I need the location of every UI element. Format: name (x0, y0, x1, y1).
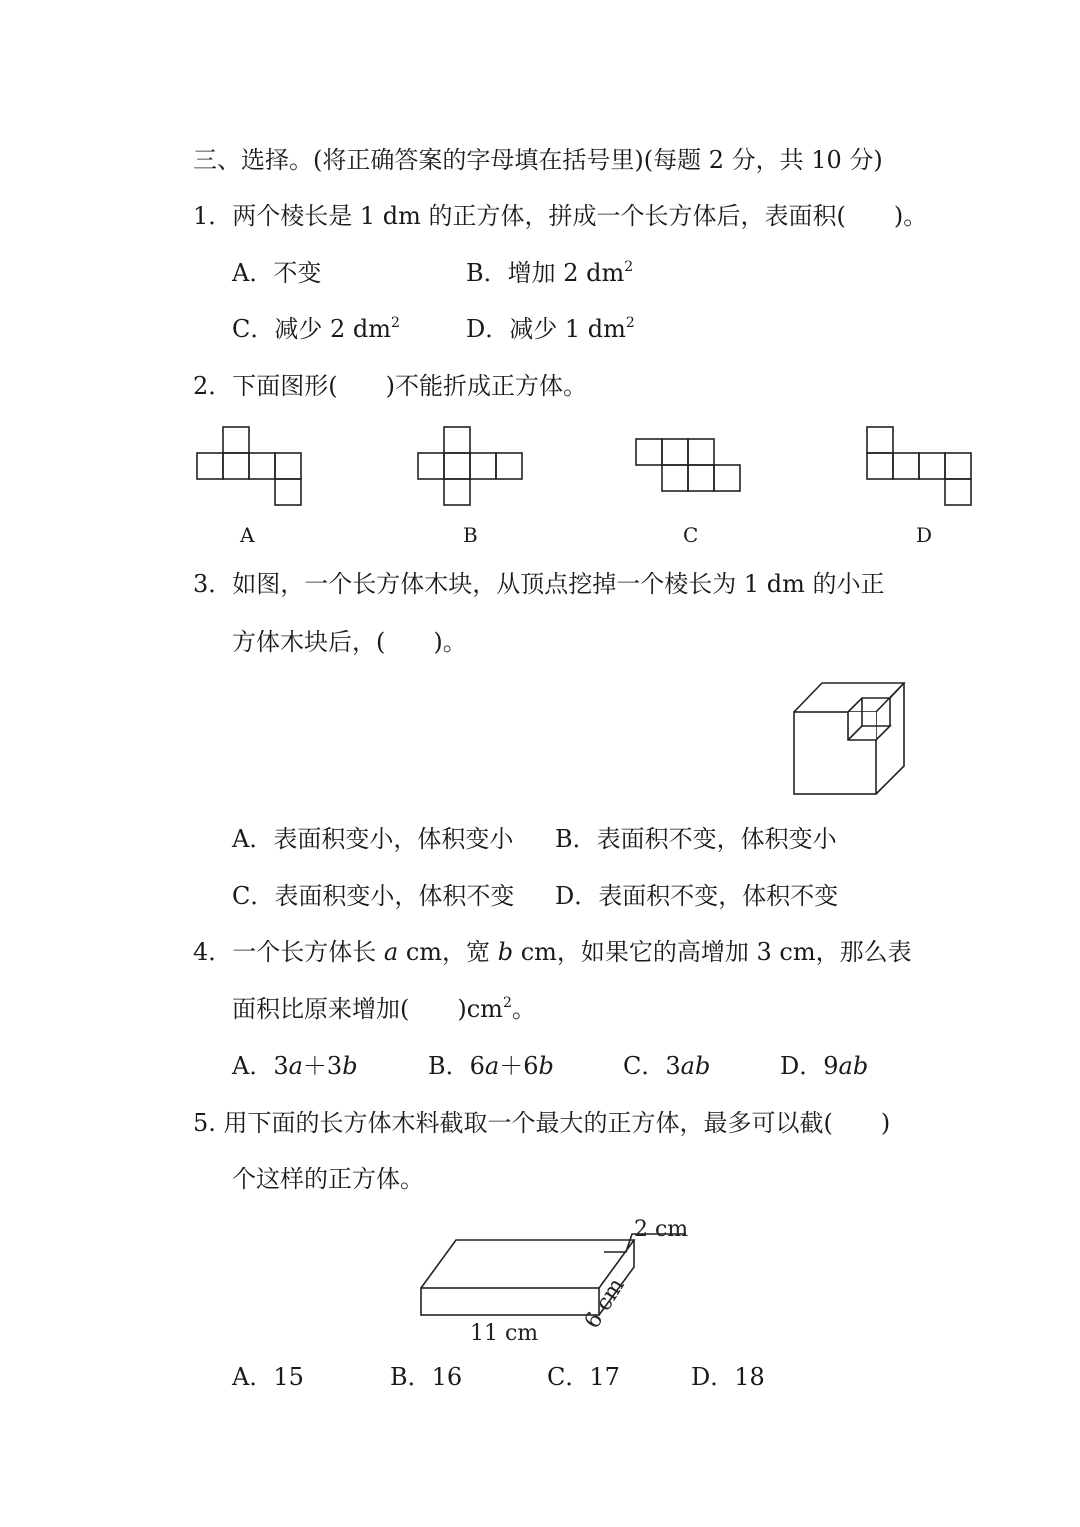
net-d-figure (866, 426, 976, 508)
net-d-label[interactable]: D (916, 523, 933, 547)
question-3-stem-line1: 3．如图，一个长方体木块，从顶点挖掉一个棱长为 1 dm 的小正 (193, 570, 885, 598)
q5-option-d[interactable]: D．18 (691, 1363, 765, 1391)
q4-option-b[interactable]: B．6a＋6b (428, 1052, 554, 1080)
length-dim-label: 11 cm (470, 1321, 539, 1346)
q5-option-b[interactable]: B．16 (390, 1363, 463, 1391)
question-5-stem-line2: 个这样的正方体。 (232, 1165, 424, 1193)
q1-option-a[interactable]: A．不变 (232, 259, 322, 287)
q3-option-b[interactable]: B．表面积不变，体积变小 (555, 825, 837, 853)
question-4-stem-line1: 4．一个长方体长 a cm，宽 b cm，如果它的高增加 3 cm，那么表 (193, 938, 912, 966)
q1-option-b[interactable]: B．增加 2 $dm^2$ (466, 259, 634, 287)
net-b-figure (417, 426, 527, 508)
q4-option-c[interactable]: C．3ab (623, 1052, 711, 1080)
q3-option-d[interactable]: D．表面积不变，体积不变 (555, 882, 839, 910)
question-1-stem: 1．两个棱长是 1 dm 的正方体，拼成一个长方体后，表面积( )。 (193, 202, 928, 230)
height-dim-label: 2 cm (634, 1217, 689, 1242)
net-a-figure (196, 426, 306, 508)
q3-option-a[interactable]: A．表面积变小，体积变小 (232, 825, 514, 853)
width-dim-label: 6 cm (579, 1273, 630, 1334)
wood-block-figure (418, 1212, 698, 1352)
section-title: 三、选择。(将正确答案的字母填在括号里)(每题 2 分，共 10 分) (193, 146, 883, 174)
question-2-stem: 2．下面图形( )不能折成正方体。 (193, 372, 587, 400)
net-b-label[interactable]: B (463, 523, 478, 547)
q4-option-a[interactable]: A．3a＋3b (232, 1052, 358, 1080)
q5-option-c[interactable]: C．17 (547, 1363, 620, 1391)
q3-option-c[interactable]: C．表面积变小，体积不变 (232, 882, 515, 910)
q1-option-d[interactable]: D．减少 1 $dm^2$ (466, 315, 635, 343)
q1-option-c[interactable]: C．减少 2 $dm^2$ (232, 315, 400, 343)
cuboid-with-notch-figure (790, 680, 910, 800)
net-c-label[interactable]: C (683, 523, 699, 547)
net-a-label[interactable]: A (240, 523, 255, 547)
net-c-figure (635, 438, 745, 494)
q5-option-a[interactable]: A．15 (232, 1363, 304, 1391)
q4-option-d[interactable]: D．9ab (780, 1052, 869, 1080)
question-4-stem-line2: 面积比原来增加( )$cm^2$。 (232, 995, 536, 1023)
question-3-stem-line2: 方体木块后，( )。 (232, 628, 467, 656)
question-5-stem-line1: 5. 用下面的长方体木料截取一个最大的正方体，最多可以截( ) (193, 1109, 891, 1137)
